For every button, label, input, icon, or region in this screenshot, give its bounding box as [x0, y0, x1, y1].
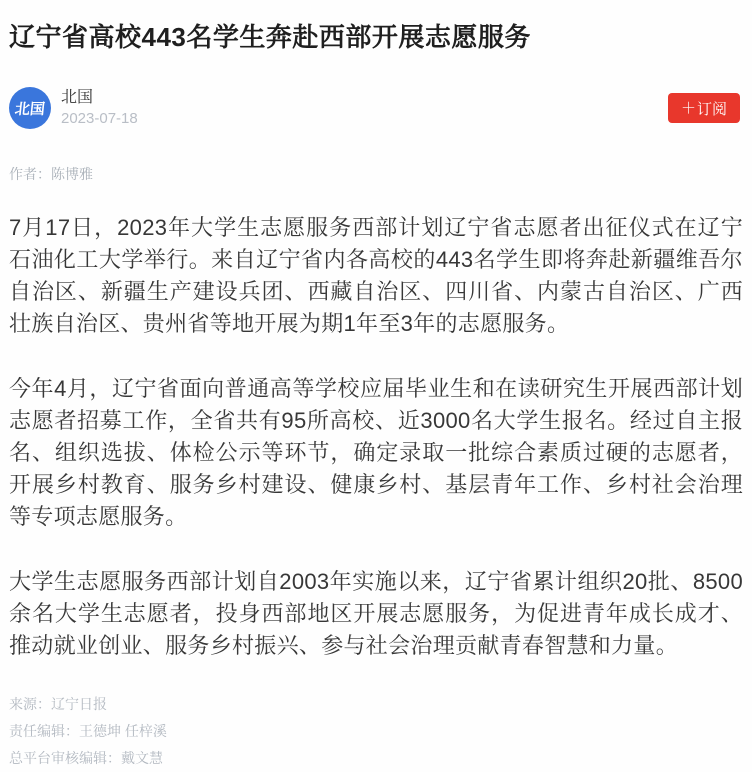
publisher-row	[9, 87, 743, 129]
article-paragraph: 7月17日，2023年大学生志愿服务西部计划辽宁省志愿者出征仪式在辽宁石油化工大学举行。来自辽宁省内各高校的443名学生即将奔赴新疆维吾尔自治区、新疆生产建设兵团、西藏自治区、四川省、内蒙古自治区、广西壮族自治区、贵州省等地开展为期1年至3年的志愿服务。	[9, 215, 743, 336]
author-line: 作者：陈博雅	[9, 166, 93, 182]
source-line: 来源：辽宁日报	[9, 696, 107, 712]
editors-line: 责任编辑：王德坤 任梓溪	[9, 723, 167, 739]
publish-date: 2023-07-18	[61, 110, 138, 127]
article-footer	[9, 691, 743, 772]
article-paragraph: 大学生志愿服务西部计划自2003年实施以来，辽宁省累计组织20批、8500余名大学生志愿者，投身西部地区开展志愿服务，为促进青年成长成才、推动就业创业、服务乡村振兴、参与社会治理贡献青春智慧和力量。	[9, 569, 743, 658]
audit-editor-line: 总平台审核编辑：戴文慧	[9, 750, 163, 766]
subscribe-button[interactable]	[668, 93, 740, 123]
publisher-name[interactable]: 北国	[61, 89, 94, 106]
plus-icon: ＋	[680, 99, 696, 117]
article-paragraph: 今年4月，辽宁省面向普通高等学校应届毕业生和在读研究生开展西部计划志愿者招募工作，全省共有95所高校、近3000名大学生报名。经过自主报名、组织选拔、体检公示等环节，确定录取一批综合素质过硬的志愿者，开展乡村教育、服务乡村建设、健康乡村、基层青年工作、乡村社会治理等专项志愿服务。	[9, 376, 743, 529]
subscribe-button-label: 订阅	[697, 100, 728, 118]
article-body	[9, 212, 743, 662]
article-title: 辽宁省高校443名学生奔赴西部开展志愿服务	[9, 22, 531, 52]
publisher-avatar[interactable]	[9, 87, 51, 129]
publisher-avatar-logo-text: 北国	[13, 100, 46, 118]
publisher-meta	[61, 89, 138, 127]
